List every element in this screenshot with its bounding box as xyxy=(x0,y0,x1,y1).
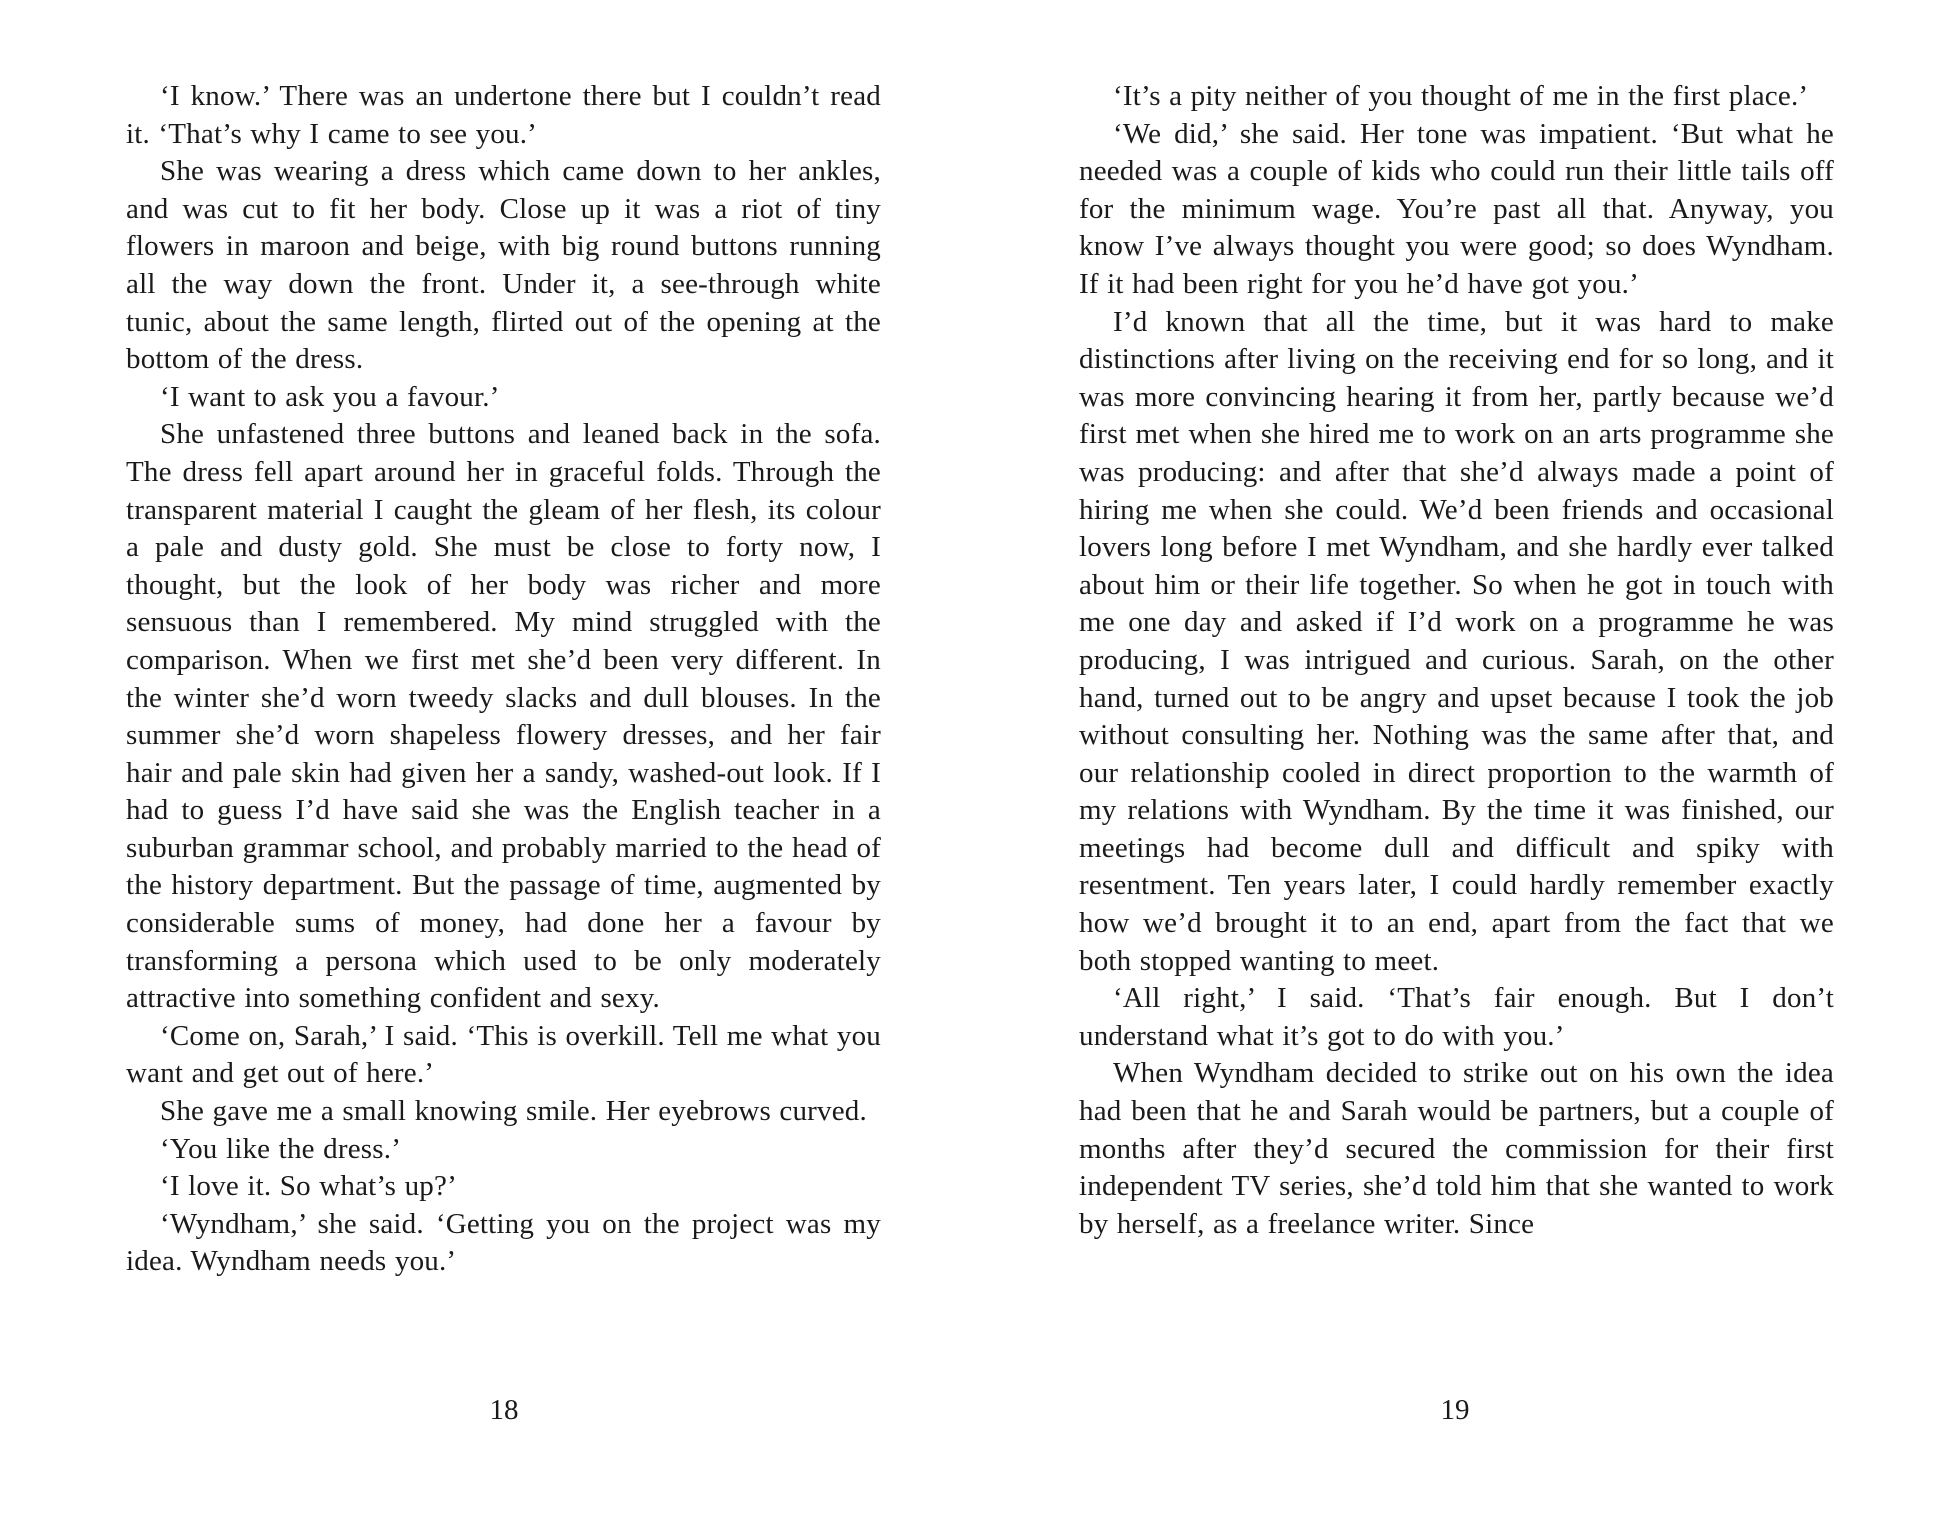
left-page-number: 18 xyxy=(489,1394,519,1426)
right-paragraph-2: ‘We did,’ she said. Her tone was impatient. ‘But what he needed was a couple of kids who could run their little tails off for the minimum wage. You’re past all that. Anyway, you know I’ve always thought you were good; so does Wyndham. If it had been right for you he’d have got you.’ xyxy=(1079,117,1834,300)
left-paragraph-6: She gave me a small knowing smile. Her eyebrows curved. xyxy=(160,1095,867,1128)
right-page-number: 19 xyxy=(1440,1394,1470,1426)
left-paragraph-1: ‘I know.’ There was an undertone there but I couldn’t read it. ‘That’s why I came to see you.’ xyxy=(126,80,881,150)
left-paragraph-5: ‘Come on, Sarah,’ I said. ‘This is overkill. Tell me what you want and get out of here.’ xyxy=(126,1019,881,1090)
right-paragraph-5: When Wyndham decided to strike out on his own the idea had been that he and Sarah would be partners, but a couple of months after they’d secured the commission for their first independent TV series, she’d told him that she wanted to work by herself, as a freelance writer. Since xyxy=(1079,1057,1834,1240)
right-paragraph-1: ‘It’s a pity neither of you thought of me in the first place.’ xyxy=(1113,80,1809,112)
left-paragraph-7: ‘You like the dress.’ xyxy=(160,1132,402,1165)
left-paragraph-8: ‘I love it. So what’s up?’ xyxy=(160,1170,457,1203)
left-page xyxy=(126,78,881,1281)
left-paragraph-2: She was wearing a dress which came down to her ankles, and was cut to fit her body. Close up it was a riot of tiny flowers in maroon and beige, with big round buttons running all the way down the front. Under it, a see-through white tunic, about the same length, flirted out of the opening at the bottom of the dress. xyxy=(126,155,881,376)
right-page xyxy=(1079,78,1834,1243)
left-paragraph-3: ‘I want to ask you a favour.’ xyxy=(160,380,500,413)
left-paragraph-9: ‘Wyndham,’ she said. ‘Getting you on the project was my idea. Wyndham needs you.’ xyxy=(126,1207,881,1278)
right-paragraph-3: I’d known that all the time, but it was hard to make distinctions after living on the receiving end for so long, and it was more convincing hearing it from her, partly because we’d first met when she hired me to work on an arts programme she was producing: and after that she’d always made a point of hiring me when she could. We’d been friends and occasional lovers long before I met Wyndham, and she hardly ever talked about him or their life together. So when he got in touch with me one day and asked if I’d work on a programme he was producing, I was intrigued and curious. Sarah, on the other hand, turned out to be angry and upset because I took the job without consulting her. Nothing was the same after that, and our relationship cooled in direct proportion to the warmth of my relations with Wyndham. By the time it was finished, our meetings had become dull and difficult and spiky with resentment. Ten years later, I could hardly remember exactly how we’d brought it to an end, apart from the fact that we both stopped wanting to meet. xyxy=(1079,305,1834,977)
right-paragraph-4: ‘All right,’ I said. ‘That’s fair enough. But I don’t understand what it’s got to do with you.’ xyxy=(1079,982,1834,1052)
left-paragraph-4: She unfastened three buttons and leaned back in the sofa. The dress fell apart around her in graceful folds. Through the transparent material I caught the gleam of her flesh, its colour a pale and dusty gold. She must be close to forty now, I thought, but the look of her body was richer and more sensuous than I remembered. My mind struggled with the comparison. When we first met she’d been very different. In the winter she’d worn tweedy slacks and dull blouses. In the summer she’d worn shapeless flowery dresses, and her fair hair and pale skin had given her a sandy, washed-out look. If I had to guess I’d have said she was the English teacher in a suburban grammar school, and probably married to the head of the history department. But the passage of time, augmented by considerable sums of money, had done her a favour by transforming a persona which used to be only moderately attractive into something confident and sexy. xyxy=(126,418,881,1015)
